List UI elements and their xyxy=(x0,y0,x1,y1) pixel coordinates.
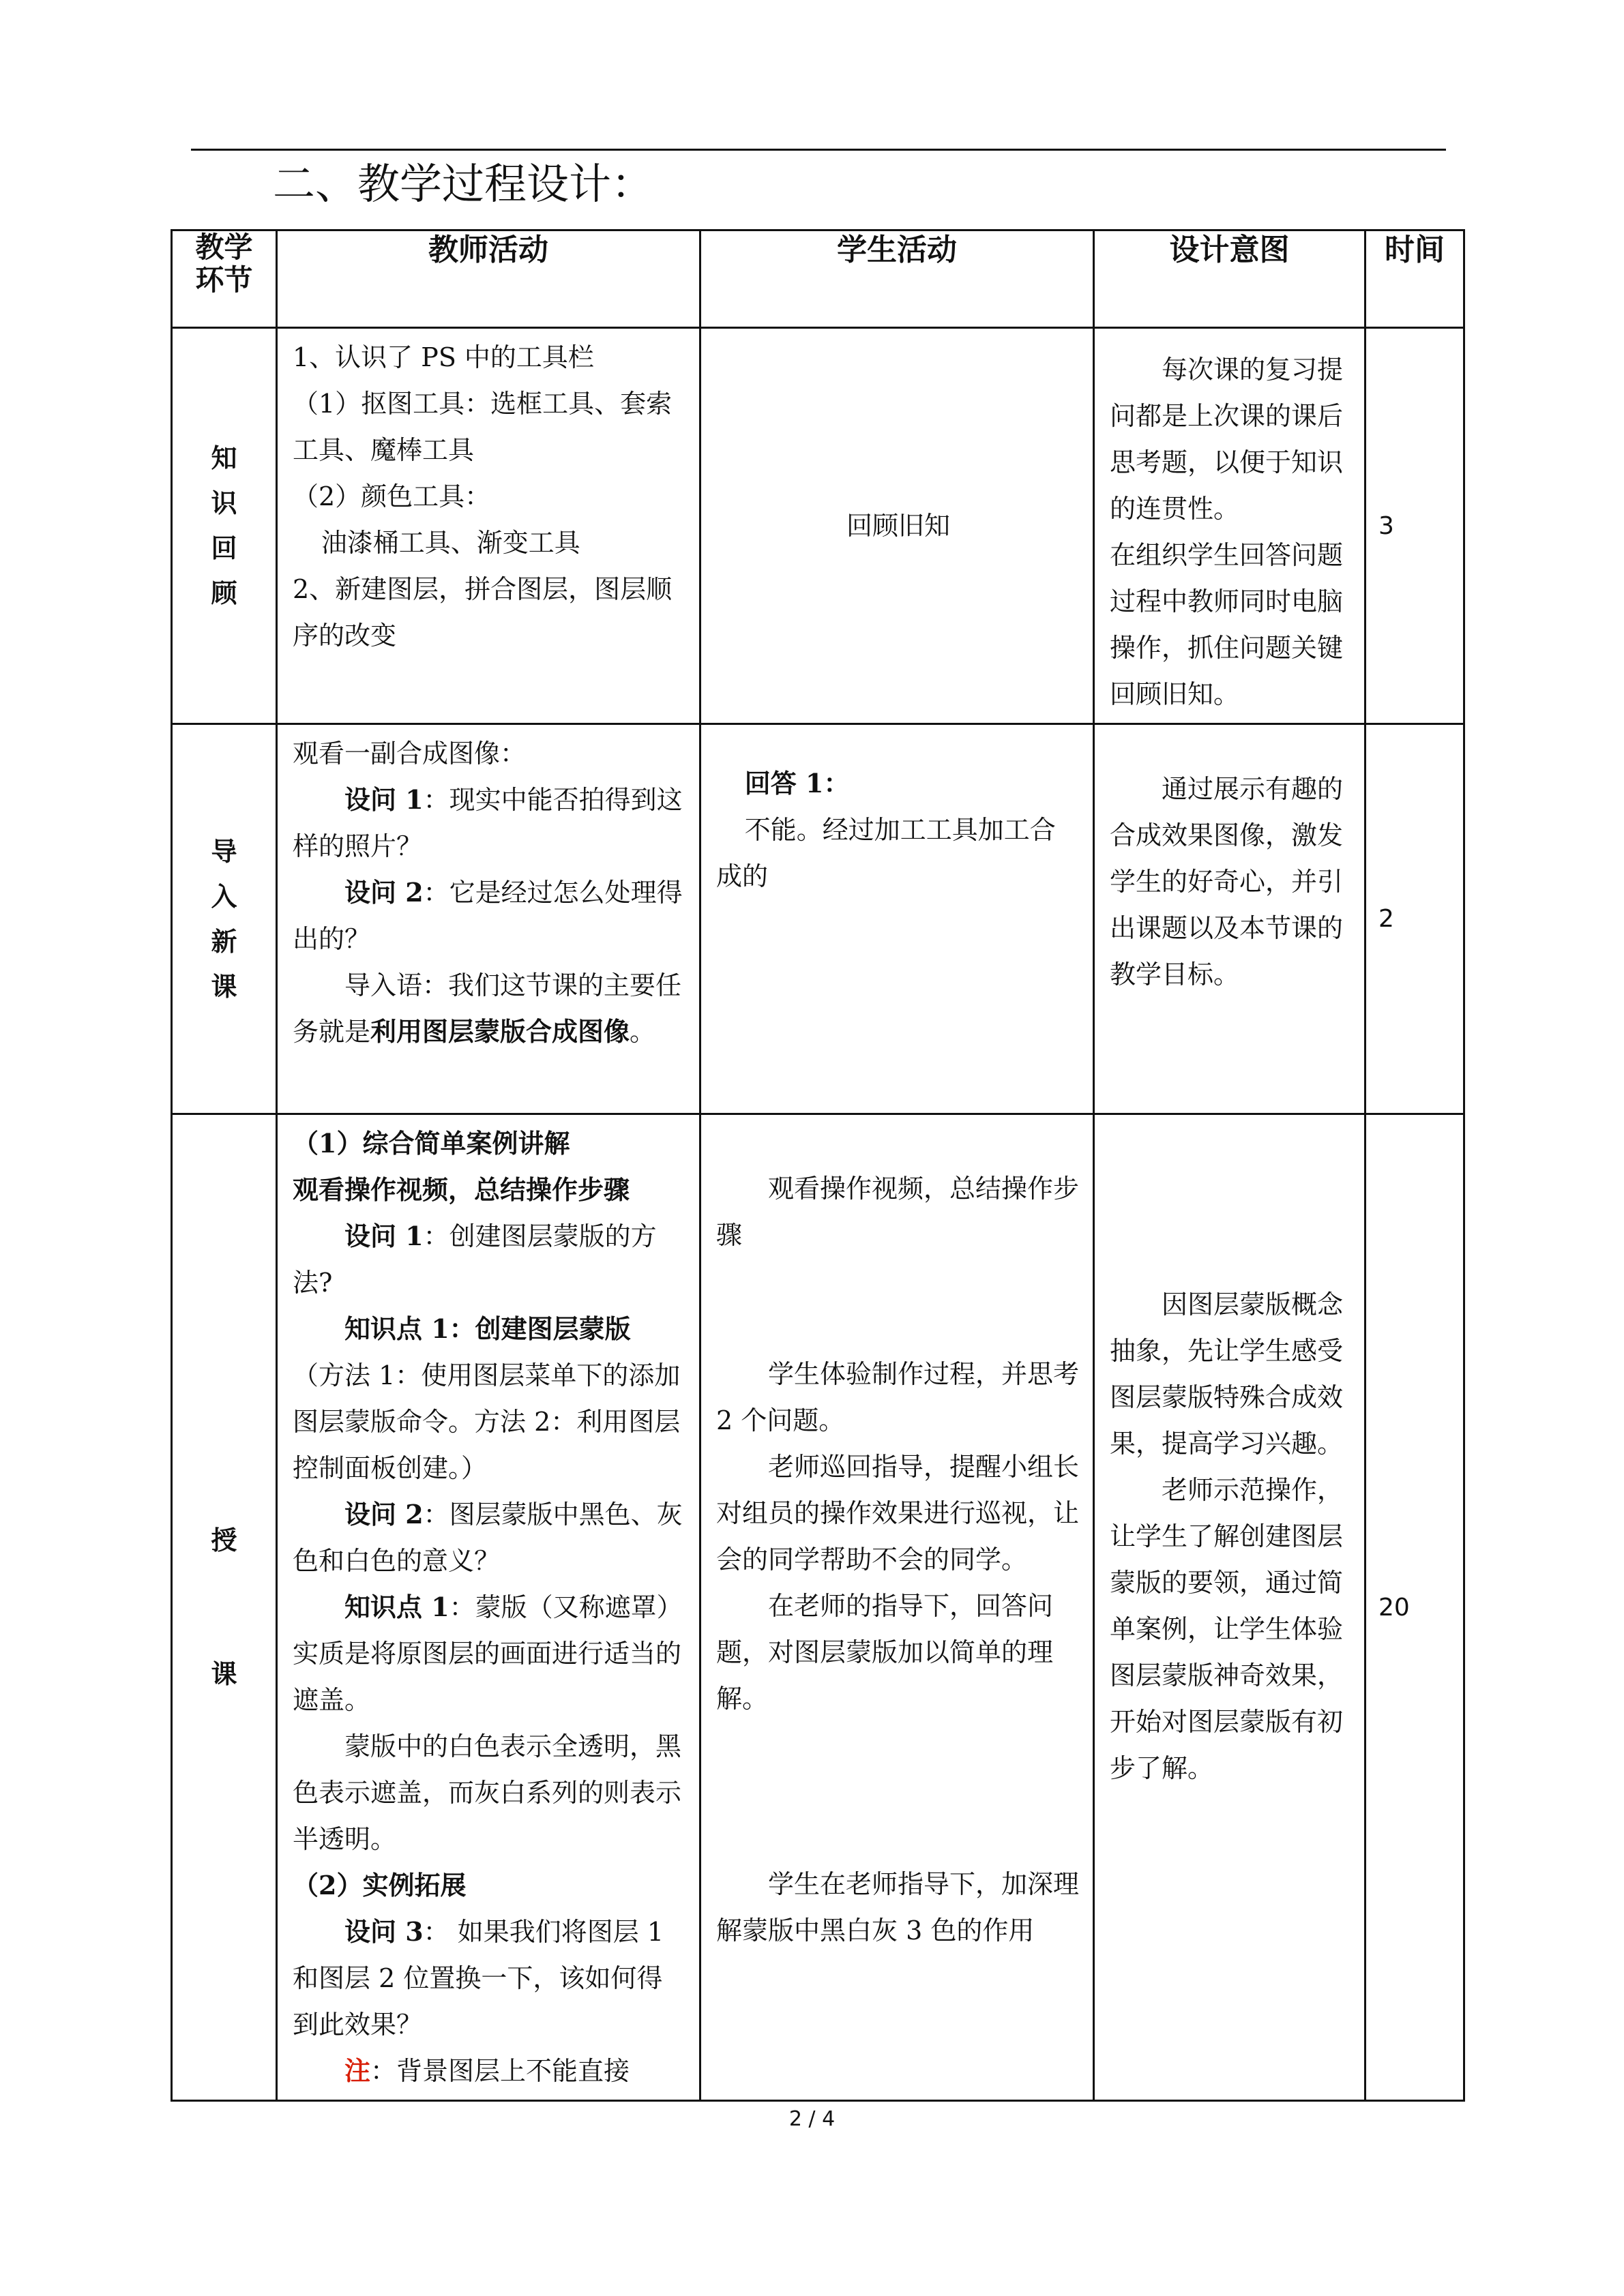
design-intent-cell: 通过展示有趣的合成效果图像，激发学生的好奇心，并引出课题以及本节课的教学目标。 xyxy=(1094,724,1365,1114)
teaching-process-table xyxy=(171,229,1465,2102)
header-teacher-activity: 教师活动 xyxy=(277,230,700,328)
header-rule xyxy=(191,149,1446,151)
table-row-lecture xyxy=(172,1114,1464,2101)
section-title: 二、教学过程设计： xyxy=(273,159,654,209)
table-header-row xyxy=(172,230,1464,328)
stage-cell: 授 课 xyxy=(172,1114,277,2101)
time-cell: 20 xyxy=(1365,1114,1464,2101)
stage-cell: 导 入 新 课 xyxy=(172,724,277,1114)
header-stage: 教学 环节 xyxy=(172,230,277,328)
student-activity-cell: 观看操作视频，总结操作步骤 学生体验制作过程，并思考 2 个问题。 老师巡回指导，提醒小组长对组员的操作效果进行巡视，让会的同学帮助不会的同学。 在老师的指导下，回答问题，对图层蒙版加以简单的理解。 学生在老师指导下，加深理解蒙版中黑白灰 3 色的作用 xyxy=(700,1114,1094,2101)
time-cell: 2 xyxy=(1365,724,1464,1114)
student-activity-cell: 回顾旧知 xyxy=(700,328,1094,724)
page-number: 2 / 4 xyxy=(788,2107,836,2131)
table-row-review xyxy=(172,328,1464,724)
student-activity-cell: 回答 1： 不能。经过加工工具加工合成的 xyxy=(700,724,1094,1114)
design-intent-cell: 因图层蒙版概念抽象，先让学生感受图层蒙版特殊合成效果，提高学习兴趣。 老师示范操作，让学生了解创建图层蒙版的要领，通过简单案例，让学生体验图层蒙版神奇效果，开始对图层蒙版有初步了解。 xyxy=(1094,1114,1365,2101)
note-label: 注 xyxy=(344,2055,371,2086)
header-student-activity: 学生活动 xyxy=(700,230,1094,328)
teacher-activity-cell: （1）综合简单案例讲解 观看操作视频，总结操作步骤 设问 1：创建图层蒙版的方法? 知识点 1：创建图层蒙版 （方法 1：使用图层菜单下的添加图层蒙版命令。方法 2：利用图层控制面板创建。） 设问 2：图层蒙版中黑色、灰色和白色的意义？ 知识点 1：蒙版（又称遮罩）实质是将原图层的画面进行适当的遮盖。 蒙版中的白色表示全透明，黑色表示遮盖，而灰白系列的则表示半透明。 （2）实例拓展 设问 3： 如果我们将图层 1 和图层 2 位置换一下，该如何得到此效果？ 注：背景图层上不能直接 xyxy=(277,1114,700,2101)
header-time: 时间 xyxy=(1365,230,1464,328)
design-intent-cell: 每次课的复习提问都是上次课的课后思考题，以便于知识的连贯性。 在组织学生回答问题过程中教师同时电脑操作，抓住问题关键回顾旧知。 xyxy=(1094,328,1365,724)
table-row-intro xyxy=(172,724,1464,1114)
header-design-intent: 设计意图 xyxy=(1094,230,1365,328)
teacher-activity-cell: 1、认识了 PS 中的工具栏 （1）抠图工具：选框工具、套索工具、魔棒工具 （2）颜色工具： 油漆桶工具、渐变工具 2、新建图层，拼合图层，图层顺序的改变 xyxy=(277,328,700,724)
time-cell: 3 xyxy=(1365,328,1464,724)
teacher-activity-cell: 观看一副合成图像： 设问 1：现实中能否拍得到这样的照片？ 设问 2：它是经过怎么处理得出的？ 导入语：我们这节课的主要任务就是利用图层蒙版合成图像。 xyxy=(277,724,700,1114)
stage-cell: 知 识 回 顾 xyxy=(172,328,277,724)
